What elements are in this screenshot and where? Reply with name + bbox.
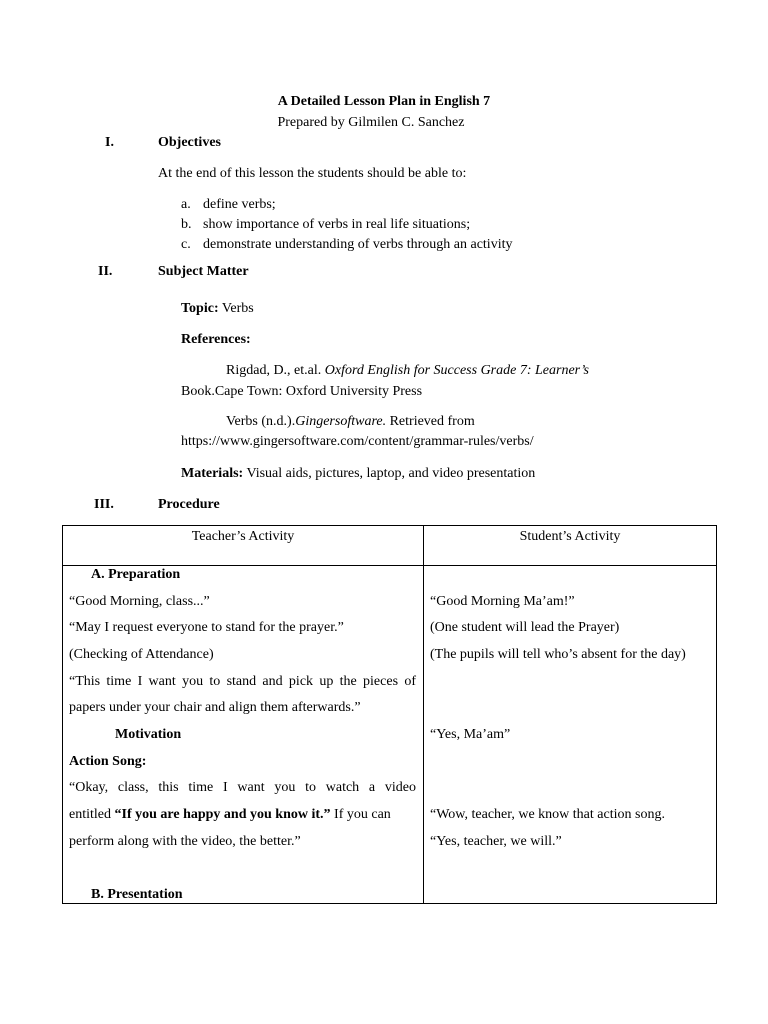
teacher-pickup-line-2: papers under your chair and align them afterwards.”: [69, 700, 361, 715]
table-column-divider: [423, 526, 424, 903]
reference-2-url: https://www.gingersoftware.com/content/grammar-rules/verbs/: [181, 434, 534, 449]
reference-1-line-1: [226, 362, 589, 380]
section-number-subject-matter: II.: [98, 264, 113, 279]
objective-text-c: demonstrate understanding of verbs through an activity: [203, 237, 513, 252]
reference-2-line-1: [226, 413, 475, 431]
prepared-by: Prepared by Gilmilen C. Sanchez: [277, 115, 465, 130]
student-wow: “Wow, teacher, we know that action song.: [430, 807, 665, 822]
references-label: References:: [181, 332, 251, 347]
teacher-perform-line: perform along with the video, the better.”: [69, 834, 301, 849]
teacher-attendance: (Checking of Attendance): [69, 647, 214, 662]
objective-text-a: define verbs;: [203, 197, 276, 212]
preparation-heading: A. Preparation: [91, 567, 181, 582]
document-title: A Detailed Lesson Plan in English 7: [277, 94, 491, 109]
student-yes-will: “Yes, teacher, we will.”: [430, 834, 562, 849]
teacher-prayer: “May I request everyone to stand for the prayer.”: [69, 620, 344, 635]
student-absent: (The pupils will tell who’s absent for the day): [430, 647, 686, 662]
materials-label: Materials:: [181, 466, 244, 481]
objectives-intro: At the end of this lesson the students should be able to:: [158, 166, 467, 181]
materials-value: Visual aids, pictures, laptop, and video presentation: [246, 466, 536, 481]
topic-value: Verbs: [221, 301, 254, 316]
student-yes: “Yes, Ma’am”: [430, 727, 511, 742]
teacher-greeting: “Good Morning, class...”: [69, 594, 210, 609]
section-number-procedure: III.: [94, 497, 114, 512]
topic-line: [181, 300, 254, 318]
student-greeting: “Good Morning Ma’am!”: [430, 594, 575, 609]
reference-1-title: Oxford English for Success Grade 7: Learner’s: [324, 363, 589, 378]
reference-2-site: Gingersoftware.: [295, 414, 387, 429]
action-song-label: Action Song:: [69, 754, 147, 769]
entitled-post: If you can: [334, 807, 391, 822]
objective-text-b: show importance of verbs in real life situations;: [203, 217, 471, 232]
student-prayer: (One student will lead the Prayer): [430, 620, 620, 635]
reference-1-line-2: Book.Cape Town: Oxford University Press: [181, 384, 423, 399]
activity-table: [62, 525, 717, 904]
section-number-objectives: I.: [105, 135, 114, 150]
reference-1-author: Rigdad, D., et.al.: [226, 363, 322, 378]
teacher-pickup-line-1: “This time I want you to stand and pick up the pieces of: [69, 674, 416, 689]
section-title-objectives: Objectives: [158, 135, 221, 150]
topic-label: Topic:: [181, 301, 219, 316]
section-title-subject-matter: Subject Matter: [158, 264, 249, 279]
reference-2-retrieved: Retrieved from: [389, 414, 475, 429]
teacher-okay-line: “Okay, class, this time I want you to watch a video: [69, 780, 416, 795]
section-title-procedure: Procedure: [158, 497, 220, 512]
song-title: “If you are happy and you know it.”: [114, 807, 331, 822]
objective-letter-a: a.: [181, 197, 191, 212]
reference-2-author: Verbs (n.d.).: [226, 414, 296, 429]
presentation-heading: B. Presentation: [91, 887, 183, 902]
objective-letter-c: c.: [181, 237, 191, 252]
teacher-entitled-line: [69, 806, 391, 824]
materials-line: [181, 465, 535, 483]
teacher-activity-header: Teacher’s Activity: [191, 529, 295, 544]
student-activity-header: Student’s Activity: [519, 529, 621, 544]
motivation-heading: Motivation: [115, 727, 182, 742]
entitled-pre: entitled: [69, 807, 111, 822]
objective-letter-b: b.: [181, 217, 192, 232]
